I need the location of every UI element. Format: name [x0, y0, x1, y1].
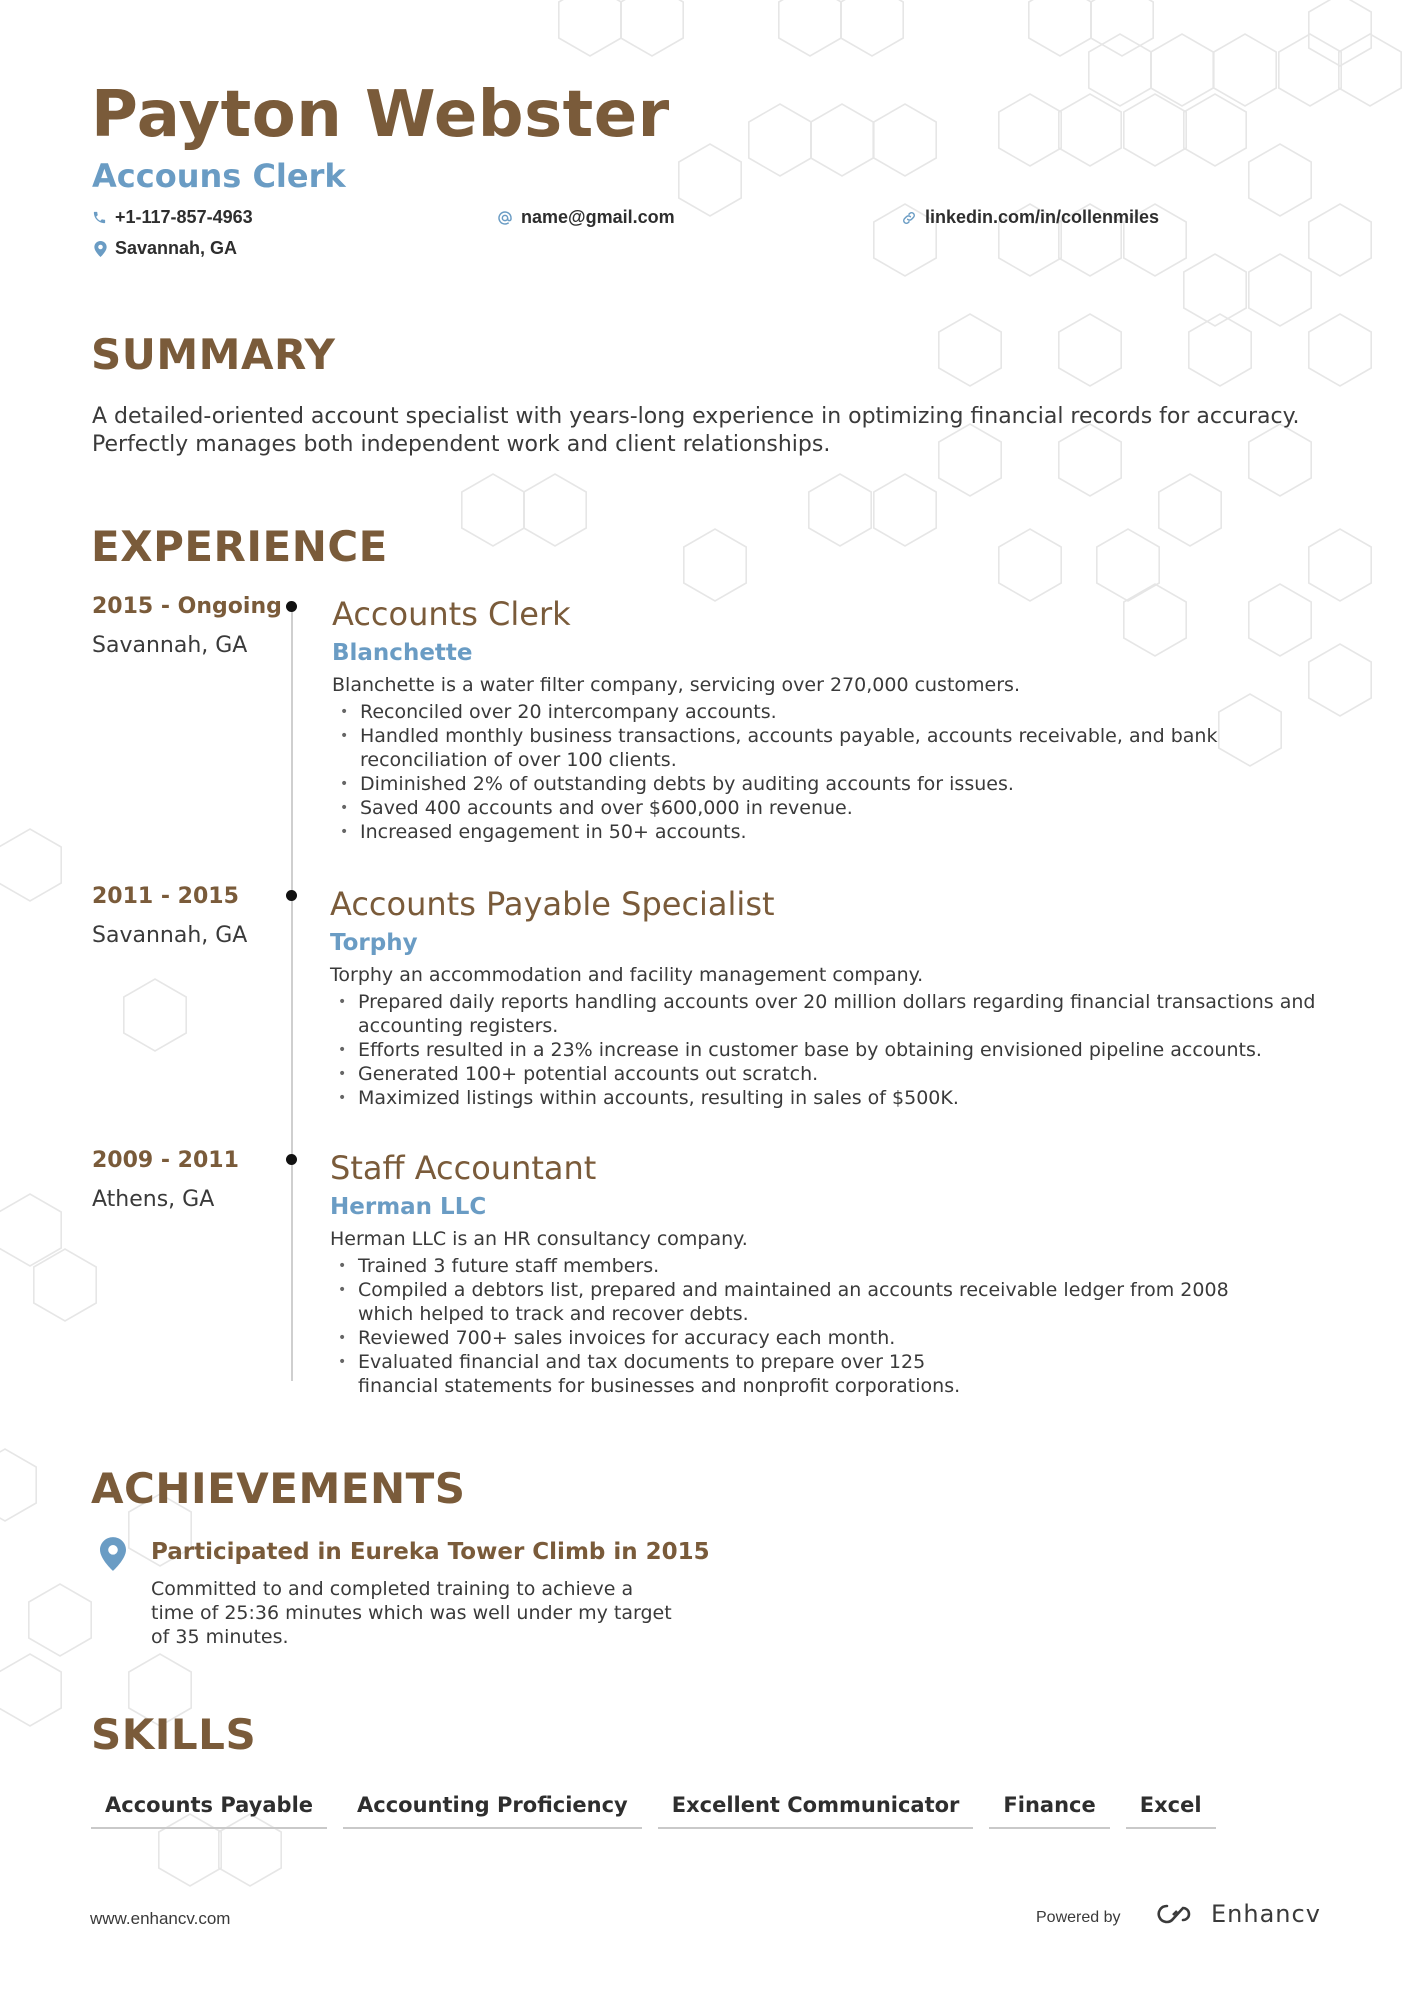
location-pin-icon [100, 1537, 126, 1571]
contact-linkedin[interactable] [901, 207, 1159, 228]
skills-heading: SKILLS [91, 1710, 257, 1759]
job-bullet: • Trained 3 future staff members. [330, 1254, 1050, 1278]
location-pin-icon [94, 241, 107, 257]
email-text: name@gmail.com [521, 207, 675, 227]
job-bullet: • Saved 400 accounts and over $600,000 in revenue. [332, 796, 1342, 820]
contact-email[interactable] [497, 207, 675, 228]
job-dates: 2011 - 2015 [92, 884, 239, 909]
summary-heading: SUMMARY [91, 330, 336, 379]
location-text: Savannah, GA [115, 238, 238, 258]
job-bullets [330, 1254, 1229, 1398]
job-bullet: • Evaluated financial and tax documents to prepare over 125 financial statements for businesses and nonprofit corporations. [330, 1350, 998, 1398]
at-icon [497, 210, 513, 226]
job-entry [330, 1148, 1340, 1398]
job-bullet: • Prepared daily reports handling accounts over 20 million dollars regarding financial transactions and accounting registers. [330, 990, 1340, 1038]
achievements-heading: ACHIEVEMENTS [91, 1464, 466, 1513]
job-company: Torphy [330, 930, 418, 956]
job-role: Accounts Payable Specialist [330, 885, 775, 923]
job-bullet: • Increased engagement in 50+ accounts. [332, 820, 1342, 844]
job-entry [330, 884, 1340, 1110]
skill-tag: Excel [1126, 1788, 1216, 1829]
phone-icon [92, 210, 107, 225]
job-role: Accounts Clerk [332, 595, 571, 633]
achievement-description: Committed to and completed training to achieve a time of 25:36 minutes which was well under my target of 35 minutes. [151, 1578, 672, 1648]
skill-tag: Accounts Payable [91, 1788, 327, 1829]
enhancv-logo-icon [1155, 1902, 1201, 1926]
job-company: Blanchette [332, 640, 473, 666]
candidate-name: Payton Webster [91, 78, 670, 152]
summary-text: A detailed-oriented account specialist with years-long experience in optimizing financial records for accuracy. Perfectly manages both independent work and client relationships. [92, 404, 1300, 457]
job-role: Staff Accountant [330, 1149, 597, 1187]
timeline-dot [286, 1154, 297, 1165]
footer-website[interactable]: www.enhancv.com [90, 1909, 231, 1928]
skill-tag: Excellent Communicator [658, 1788, 974, 1829]
experience-heading: EXPERIENCE [91, 522, 388, 571]
job-bullets [330, 990, 1340, 1110]
contact-phone[interactable] [92, 207, 253, 228]
link-icon [901, 210, 917, 226]
job-bullet: • Reconciled over 20 intercompany accounts. [332, 700, 1342, 724]
phone-text: +1-117-857-4963 [115, 207, 253, 227]
job-bullet: • Diminished 2% of outstanding debts by auditing accounts for issues. [332, 772, 1342, 796]
candidate-title: Accouns Clerk [92, 157, 346, 195]
job-bullet: • Compiled a debtors list, prepared and maintained an accounts receivable ledger from 2008 which helped to track and recover debts. [330, 1278, 1288, 1326]
job-location: Savannah, GA [92, 633, 248, 658]
job-bullets [332, 700, 1342, 844]
timeline-line [291, 603, 293, 1381]
job-bullet: • Handled monthly business transactions, accounts payable, accounts receivable, and bank reconciliation of over 100 clients. [332, 724, 1342, 772]
job-bullet: • Efforts resulted in a 23% increase in customer base by obtaining envisioned pipeline accounts. [330, 1038, 1340, 1062]
skill-tag: Accounting Proficiency [343, 1788, 642, 1829]
job-description: Herman LLC is an HR consultancy company. [330, 1228, 748, 1250]
job-entry [332, 594, 1342, 844]
job-description: Blanchette is a water filter company, servicing over 270,000 customers. [332, 674, 1020, 696]
achievement-title: Participated in Eureka Tower Climb in 2015 [151, 1539, 710, 1565]
powered-by-text: Powered by [1036, 1909, 1121, 1926]
job-bullet: • Maximized listings within accounts, resulting in sales of $500K. [330, 1086, 1340, 1110]
job-dates: 2015 - Ongoing [92, 594, 282, 619]
brand-name: Enhancv [1211, 1900, 1321, 1928]
job-location: Savannah, GA [92, 923, 248, 948]
linkedin-text: linkedin.com/in/collenmiles [925, 207, 1160, 227]
job-location: Athens, GA [92, 1187, 215, 1212]
skills-list [91, 1788, 1216, 1829]
job-bullet: • Generated 100+ potential accounts out scratch. [330, 1062, 1340, 1086]
timeline-dot [286, 601, 297, 612]
timeline-dot [286, 890, 297, 901]
job-company: Herman LLC [330, 1194, 487, 1220]
contact-location [94, 238, 237, 259]
brand-logo[interactable] [1155, 1900, 1321, 1928]
skill-tag: Finance [989, 1788, 1109, 1829]
job-bullet: • Reviewed 700+ sales invoices for accuracy each month. [330, 1326, 1050, 1350]
job-dates: 2009 - 2011 [92, 1148, 239, 1173]
job-description: Torphy an accommodation and facility management company. [330, 964, 924, 986]
